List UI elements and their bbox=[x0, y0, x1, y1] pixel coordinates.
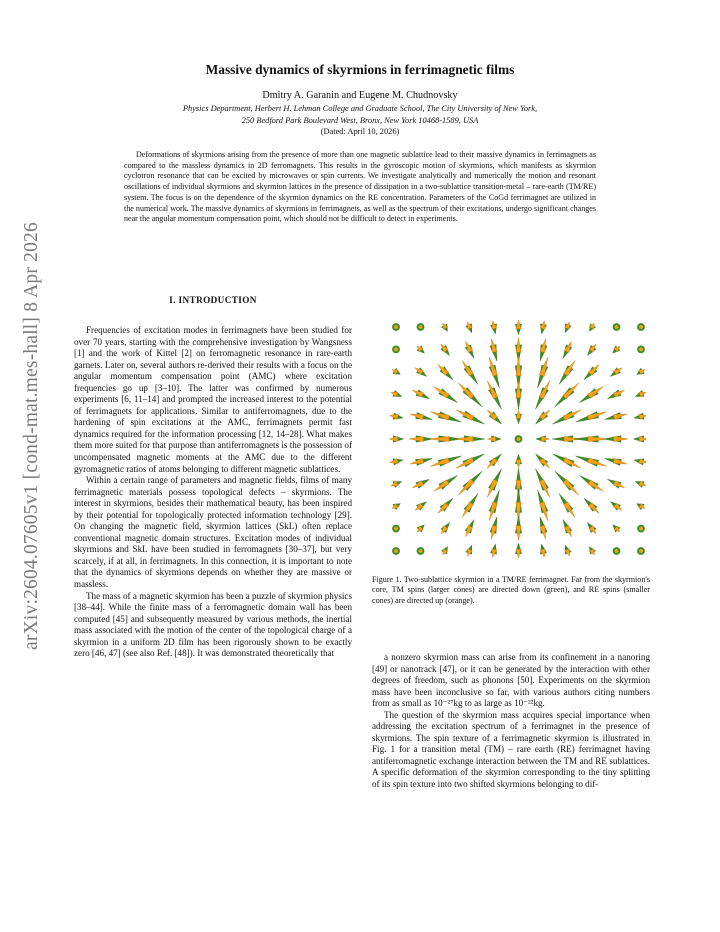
spin-site bbox=[465, 341, 474, 358]
affiliation-line-1: Physics Department, Herbert H. Lehman College and Graduate School, The City University of New York, bbox=[182, 104, 538, 113]
spin-site bbox=[607, 390, 624, 399]
re-cone bbox=[434, 387, 450, 399]
spin-site bbox=[389, 436, 403, 442]
spin-site bbox=[417, 547, 425, 555]
spin-site bbox=[589, 323, 595, 331]
spin-site bbox=[538, 357, 548, 388]
re-cone bbox=[563, 457, 581, 468]
spin-site bbox=[515, 320, 521, 334]
re-cone bbox=[458, 383, 474, 399]
spin-site bbox=[589, 547, 595, 555]
spin-site bbox=[392, 503, 400, 509]
right-column bbox=[372, 652, 650, 791]
re-cone bbox=[563, 383, 579, 399]
re-cone bbox=[487, 479, 498, 497]
spin-site bbox=[637, 525, 645, 533]
spin-site bbox=[610, 502, 622, 511]
spin-site bbox=[574, 436, 608, 442]
re-cone-top bbox=[419, 549, 423, 553]
spin-site bbox=[635, 390, 646, 397]
spin-site bbox=[555, 471, 579, 495]
spin-site bbox=[605, 412, 627, 419]
re-cone bbox=[487, 381, 498, 399]
spin-site bbox=[392, 346, 400, 354]
spin-site bbox=[490, 517, 497, 539]
spin-site bbox=[634, 459, 646, 465]
spin-site bbox=[515, 435, 523, 443]
re-cone bbox=[434, 480, 450, 492]
spin-site bbox=[441, 547, 447, 555]
right-paragraph-1: a nonzero skyrmion mass can arise from its confinement in a nanoring [49] or nanotrack [47], or it can be generated by the interaction with other degrees of freedom, such as phonons [50]. Experiments on the skyrmion mass have been inconclusive so far, with various authors citing numbers from as small as 10⁻²⁷kg to as large as 10⁻²²kg. bbox=[372, 652, 650, 709]
re-cone bbox=[563, 479, 579, 495]
spin-site bbox=[634, 413, 646, 419]
re-cone bbox=[563, 360, 575, 376]
spin-site bbox=[441, 523, 450, 535]
spin-site bbox=[536, 410, 550, 424]
re-cone-top bbox=[639, 325, 643, 329]
spin-site bbox=[410, 412, 432, 419]
spin-site bbox=[579, 475, 603, 491]
spin-site bbox=[392, 547, 400, 555]
spin-site bbox=[559, 494, 575, 518]
spin-site bbox=[458, 383, 482, 407]
spin-site bbox=[515, 454, 521, 468]
spin-site bbox=[565, 545, 572, 556]
spin-site bbox=[488, 436, 502, 442]
spin-site bbox=[535, 469, 549, 498]
re-cone bbox=[458, 479, 474, 495]
spin-site bbox=[540, 544, 546, 557]
spin-site bbox=[458, 471, 482, 495]
spin-site bbox=[535, 381, 549, 410]
intro-paragraph-1: Frequencies of excitation modes in ferrimagnets have been studied for over 70 years, starting with the comprehensive investigation by Wangsness [1] and the work of Kittel [2] on ferromagnetic resonance in rare-earth garnets. Later on, several authors re-derived their results with a focus on the angular momentum compensation point (AMC) where excitation frequencies go up [3–10]. The latter was confirmed by numerous experiments [6, 11–14] and prompted the increased interest to the potential of ferrimagnets for applications. Similar to antiferromagnets, due to the hardening of spin excitations at the AMC, ferrimagnets permit fast dynamics required for the information processing [12, 14–28]. What makes them more suited for that purpose than antiferromagnets is the possession of uncompensated magnetic moments at the AMC due to the different gyromagnetic ratios of atoms belonging to different magnetic sublattices. bbox=[74, 325, 352, 474]
abstract: Deformations of skyrmions arising from the presence of more than one magnetic sublattice lead to their massive dynamics in ferrimagnets as compared to the massless dynamics in 2D ferromagnets. This results in the gyroscopic motion of skyrmions, which manifests as skyrmion cyclotron resonance that can be excited by microwaves or spin currents. We investigate analytically and numerically the motion and resonant oscillations of individual skyrmions and skyrmion lattices in the presence of dissipation in a two-sublattice transition-metal – rare-earth (TM/RE) system. The focus is on the dependence of the skyrmion dynamics on the RE concentration. Parameters of the CoGd ferrimagnet are utilized in the numerical work. The massive dynamics of skyrmions in ferrimagnets, as well as the spectrum of their excitations, undergo significant changes near the angular momentum compensation point, which should not be difficult to detect in experiments. bbox=[124, 150, 596, 224]
spin-site bbox=[637, 503, 645, 509]
spin-site bbox=[540, 517, 547, 539]
re-cone bbox=[456, 457, 474, 468]
spin-site bbox=[487, 454, 501, 468]
arxiv-sidebar bbox=[12, 196, 52, 676]
re-cone-top bbox=[394, 325, 398, 329]
spin-site bbox=[490, 544, 496, 557]
spin-site bbox=[441, 323, 447, 331]
spin-site bbox=[489, 490, 499, 521]
spin-site bbox=[613, 525, 620, 532]
spin-site bbox=[489, 357, 499, 388]
spin-site bbox=[605, 458, 627, 465]
spin-site bbox=[412, 390, 429, 399]
spin-site bbox=[565, 322, 572, 333]
spin-site bbox=[536, 454, 550, 468]
spin-site bbox=[515, 380, 521, 409]
spin-site bbox=[410, 458, 432, 465]
spin-site bbox=[613, 346, 620, 353]
spin-site bbox=[438, 365, 453, 380]
intro-paragraph-2: Within a certain range of parameters and magnetic fields, films of many ferrimagnetic materials possess topological defects – skyrmions. The interest in skyrmions, besides their mathematical beauty, has been inspired by their potential for topologically protected information technology [29]. On changing the magnetic field, skyrmion lattices (SkL) often replace conventional magnetic domain structures. Excitation modes of individual skyrmions and SkL have been studied in ferromagnets [30–37], but very scarcely, if at all, in ferrimagnets. In this connection, it is important to note that the dynamics of skyrmions depends on whether they are massive or massless. bbox=[74, 475, 352, 590]
spin-site bbox=[430, 412, 461, 422]
spin-site bbox=[584, 365, 599, 380]
arxiv-identifier: arXiv:2604.07605v1 [cond-mat.mes-hall] 8 Apr 2026 bbox=[21, 222, 42, 650]
spin-site bbox=[538, 490, 548, 521]
re-cone bbox=[539, 479, 550, 497]
spin-site bbox=[456, 436, 485, 442]
spin-site bbox=[637, 346, 645, 354]
spin-site bbox=[563, 520, 572, 537]
re-cone-top bbox=[615, 325, 619, 329]
spin-site bbox=[415, 368, 427, 377]
spin-site bbox=[465, 520, 474, 537]
spin-site bbox=[392, 525, 400, 533]
spin-site bbox=[610, 368, 622, 377]
spin-site bbox=[540, 321, 546, 334]
spin-site bbox=[392, 368, 400, 374]
spin-site bbox=[441, 344, 450, 356]
spin-site bbox=[415, 502, 427, 511]
spin-site bbox=[515, 543, 521, 557]
section-heading-introduction: I. INTRODUCTION bbox=[169, 295, 257, 305]
spin-site bbox=[559, 360, 575, 384]
spin-site bbox=[637, 323, 645, 331]
spin-site bbox=[637, 368, 645, 374]
spin-site bbox=[536, 436, 550, 442]
spin-site bbox=[434, 387, 458, 403]
intro-paragraph-3: The mass of a magnetic skyrmion has been a puzzle of skyrmion physics [38–44]. While the finite mass of a ferromagnetic domain wall has been computed [45] and subsequently measured by various methods, the inertial mass associated with the motion of the center of the topological charge of a skyrmion in a uniform 2D film has been rigorously shown to be exactly zero [46, 47] (see also Ref. [48]). It was demonstrated theoretically that bbox=[74, 590, 352, 659]
spin-site bbox=[417, 525, 424, 532]
spin-site bbox=[515, 516, 521, 540]
spin-site bbox=[613, 547, 621, 555]
spin-site bbox=[576, 456, 607, 466]
spin-site bbox=[576, 412, 607, 422]
spin-site bbox=[587, 344, 596, 356]
spin-site bbox=[515, 410, 521, 424]
spin-site bbox=[487, 410, 501, 424]
spin-site bbox=[462, 360, 478, 384]
spin-site bbox=[604, 436, 628, 442]
re-cone-top bbox=[394, 549, 398, 553]
left-column bbox=[74, 325, 352, 660]
spin-site bbox=[417, 323, 425, 331]
spin-site bbox=[555, 383, 579, 407]
re-cone-top bbox=[615, 549, 619, 553]
re-cone bbox=[462, 502, 474, 518]
right-paragraph-2: The question of the skyrmion mass acquires special importance when addressing the excitation spectrum of a ferrimagnet in the presence of skyrmions. The spin texture of a ferrimagnetic skyrmion is illustrated in Fig. 1 for a transition metal (TM) – rare earth (RE) ferrimagnet having antiferromagnetic exchange interaction between the TM and RE sublattices. A specific deformation of the skyrmion corresponding to the tiny splitting of its spin texture into two shifted skyrmions belonging to dif- bbox=[372, 709, 650, 790]
spin-site bbox=[613, 323, 621, 331]
spin-site bbox=[607, 479, 624, 488]
affiliation-line-2: 250 Bedford Park Boulevard West, Bronx, New York 10468-1589, USA bbox=[241, 116, 479, 125]
spin-site bbox=[587, 523, 596, 535]
spin-site bbox=[540, 339, 547, 361]
re-cone bbox=[588, 387, 604, 399]
spin-site bbox=[490, 321, 496, 334]
spin-site bbox=[490, 339, 497, 361]
spin-site bbox=[391, 481, 402, 488]
spin-site bbox=[466, 322, 473, 333]
spin-site bbox=[487, 381, 501, 410]
re-cone bbox=[563, 502, 575, 518]
spin-site bbox=[466, 545, 473, 556]
re-cone-top bbox=[419, 325, 423, 329]
re-cone-top bbox=[517, 437, 521, 441]
re-cone bbox=[563, 410, 581, 421]
spin-site bbox=[412, 479, 429, 488]
spin-site bbox=[438, 498, 453, 513]
re-cone-top bbox=[639, 527, 643, 531]
spin-site bbox=[462, 494, 478, 518]
spin-site bbox=[637, 547, 645, 555]
re-cone bbox=[456, 410, 474, 421]
spin-site bbox=[633, 436, 646, 442]
re-cone-top bbox=[639, 348, 643, 352]
spin-site bbox=[430, 456, 461, 466]
paper-title: Massive dynamics of skyrmions in ferrimagnetic films bbox=[205, 62, 515, 77]
spin-site bbox=[417, 346, 424, 353]
spin-site bbox=[391, 390, 402, 397]
re-cone bbox=[588, 480, 604, 492]
spin-site bbox=[392, 323, 400, 331]
date-line: (Dated: April 10, 2026) bbox=[320, 127, 400, 136]
spin-site bbox=[635, 481, 646, 488]
re-cone-top bbox=[639, 549, 643, 553]
re-cone-top bbox=[394, 348, 398, 352]
spin-site bbox=[487, 469, 501, 498]
re-cone-top bbox=[394, 527, 398, 531]
spin-site bbox=[563, 341, 572, 358]
figure-1-skyrmion bbox=[384, 316, 646, 560]
re-cone bbox=[539, 381, 550, 399]
figure-1-caption: Figure 1. Two-sublattice skyrmion in a TM/RE ferrimagnet. Far from the skyrmion's core, TM spins (larger cones) are directed down (green), and RE spins (smaller cones) are directed up (orange). bbox=[372, 575, 650, 605]
spin-site bbox=[584, 498, 599, 513]
spin-site bbox=[390, 413, 403, 419]
authors: Dmitry A. Garanin and Eugene M. Chudnovsky bbox=[262, 90, 458, 101]
skyrmion-spin-texture-plot bbox=[384, 316, 646, 560]
re-cone bbox=[462, 360, 474, 376]
spin-site bbox=[579, 387, 603, 403]
spin-site bbox=[434, 475, 458, 491]
spin-site bbox=[390, 459, 403, 465]
